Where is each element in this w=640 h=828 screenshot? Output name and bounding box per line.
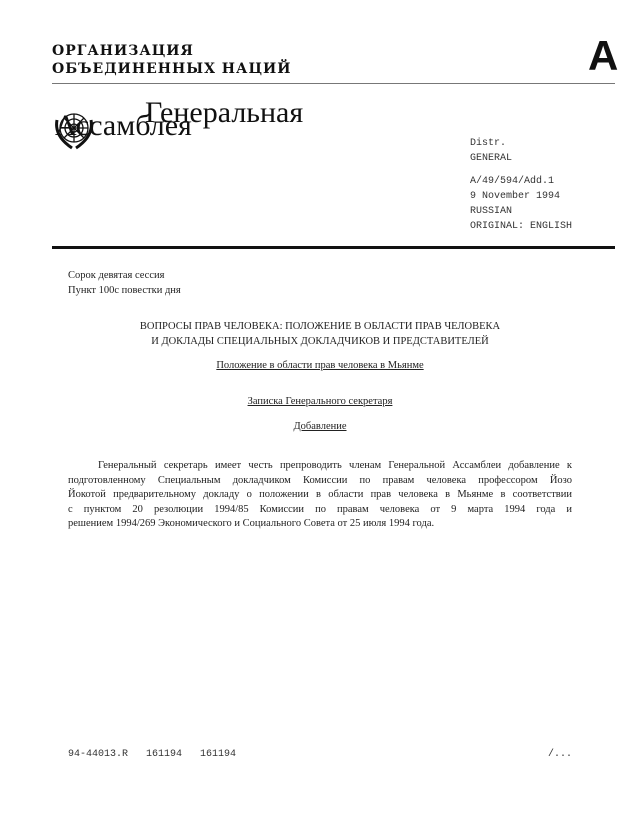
title-line-2: И ДОКЛАДЫ СПЕЦИАЛЬНЫХ ДОКЛАДЧИКОВ И ПРЕДСТАВИТЕЛЕЙ bbox=[151, 335, 489, 347]
agenda-item: Пункт 100с повестки дня bbox=[68, 284, 181, 296]
continued-marker: /... bbox=[548, 749, 573, 760]
document-date: 9 November 1994 bbox=[470, 191, 561, 202]
note-heading bbox=[52, 395, 588, 410]
org-line-1: ОРГАНИЗАЦИЯ bbox=[52, 43, 194, 59]
paragraph-line: Генеральный секретарь имеет честь препроводить членам Генеральной Ассамблеи добавление к bbox=[98, 460, 572, 471]
job-number: 94-44013.R 161194 161194 bbox=[68, 749, 237, 760]
document-title bbox=[52, 320, 588, 349]
original-language: ORIGINAL: ENGLISH bbox=[470, 221, 573, 232]
body-name-line1: Генеральная bbox=[145, 96, 304, 129]
title-line-1: ВОПРОСЫ ПРАВ ЧЕЛОВЕКА: ПОЛОЖЕНИЕ В ОБЛАСТИ ПРАВ ЧЕЛОВЕКА bbox=[139, 321, 501, 332]
paragraph-line: Йокотой предварительному докладу о положении в области прав человека в Мьянме в соответствии bbox=[68, 489, 572, 500]
addendum-text: Добавление bbox=[293, 421, 347, 432]
document-language: RUSSIAN bbox=[470, 206, 513, 217]
document-symbol: A/49/594/Add.1 bbox=[470, 176, 555, 187]
subtitle-text: Положение в области прав человека в Мьянме bbox=[216, 360, 424, 371]
body-name-line2: Ассамблея bbox=[55, 109, 192, 142]
addendum-heading bbox=[52, 420, 588, 435]
distribution: GENERAL bbox=[470, 153, 513, 164]
distr-label: Distr. bbox=[470, 138, 507, 149]
body-paragraph bbox=[68, 459, 572, 532]
paragraph-line: решением 1994/269 Экономического и Социального Совета от 25 июля 1994 года. bbox=[68, 518, 435, 529]
org-line-2: ОБЪЕДИНЕННЫХ НАЦИЙ bbox=[52, 61, 292, 77]
document-meta bbox=[470, 136, 572, 234]
header-divider bbox=[52, 83, 615, 84]
paragraph-line: с пунктом 20 резолюции 1994/85 Комиссии по правам человека от 9 марта 1994 года и bbox=[68, 503, 572, 515]
subtitle bbox=[52, 359, 588, 374]
session-line: Сорок девятая сессия bbox=[68, 270, 165, 281]
header-thick-divider bbox=[52, 246, 615, 249]
organization-name bbox=[52, 42, 291, 78]
session-info bbox=[68, 269, 181, 298]
series-letter: A bbox=[588, 32, 619, 79]
paragraph-line: подготовленному Специальным докладчиком Комиссии по правам человека профессором Йозо bbox=[68, 474, 572, 486]
note-text: Записка Генерального секретаря bbox=[247, 396, 393, 407]
